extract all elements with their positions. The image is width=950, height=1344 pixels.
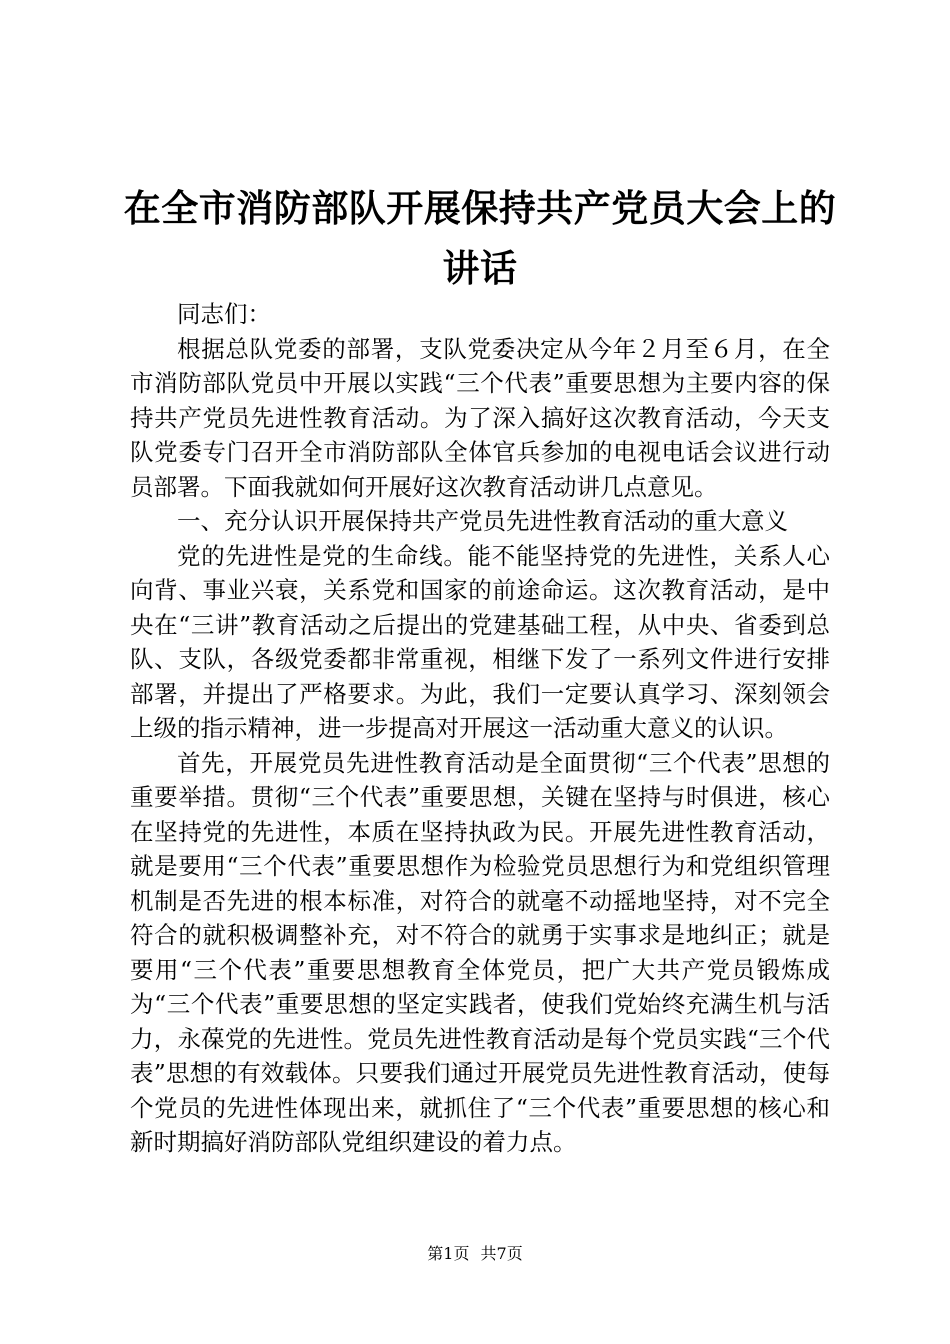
page-footer <box>0 1243 950 1265</box>
paragraph-first-point: 首先，开展党员先进性教育活动是全面贯彻“三个代表”思想的重要举措。贯彻“三个代表”重要思想，关键在坚持与时俱进，核心在坚持党的先进性，本质在坚持执政为民。开展先进性教育活动，就是要用“三个代表”重要思想作为检验党员思想行为和党组织管理机制是否先进的根本标准，对符合的就毫不动摇地坚持，对不完全符合的就积极调整补充，对不符合的就勇于实事求是地纠正；就是要用“三个代表”重要思想教育全体党员，把广大共产党员锻炼成为“三个代表”重要思想的坚定实践者，使我们党始终充满生机与活力，永葆党的先进性。党员先进性教育活动是每个党员实践“三个代表”思想的有效载体。只要我们通过开展党员先进性教育活动，使每个党员的先进性体现出来，就抓住了“三个代表”重要思想的核心和新时期搞好消防部队党组织建设的着力点。 <box>130 748 830 1156</box>
document-title: 在全市消防部队开展保持共产党员大会上的讲话 <box>123 186 837 290</box>
paragraph-significance: 党的先进性是党的生命线。能不能坚持党的先进性，关系人心向背、事业兴衰，关系党和国家的前途命运。这次教育活动，是中央在“三讲”教育活动之后提出的党建基础工程，从中央、省委到总队、支队，各级党委都非常重视，相继下发了一系列文件进行安排部署，并提出了严格要求。为此，我们一定要认真学习、深刻领会上级的指示精神，进一步提高对开展这一活动重大意义的认识。 <box>130 541 830 742</box>
page-total: 共7页 <box>480 1244 523 1263</box>
section-heading-1: 一、充分认识开展保持共产党员先进性教育活动的重大意义 <box>177 507 788 535</box>
document-body <box>130 297 830 1160</box>
page-number: 第1页 <box>427 1244 470 1263</box>
paragraph-intro: 根据总队党委的部署，支队党委决定从今年２月至６月，在全市消防部队党员中开展以实践“三个代表”重要思想为主要内容的保持共产党员先进性教育活动。为了深入搞好这次教育活动，今天支队党委专门召开全市消防部队全体官兵参加的电视电话会议进行动员部署。下面我就如何开展好这次教育活动讲几点意见。 <box>130 334 830 501</box>
salutation: 同志们： <box>177 300 271 328</box>
